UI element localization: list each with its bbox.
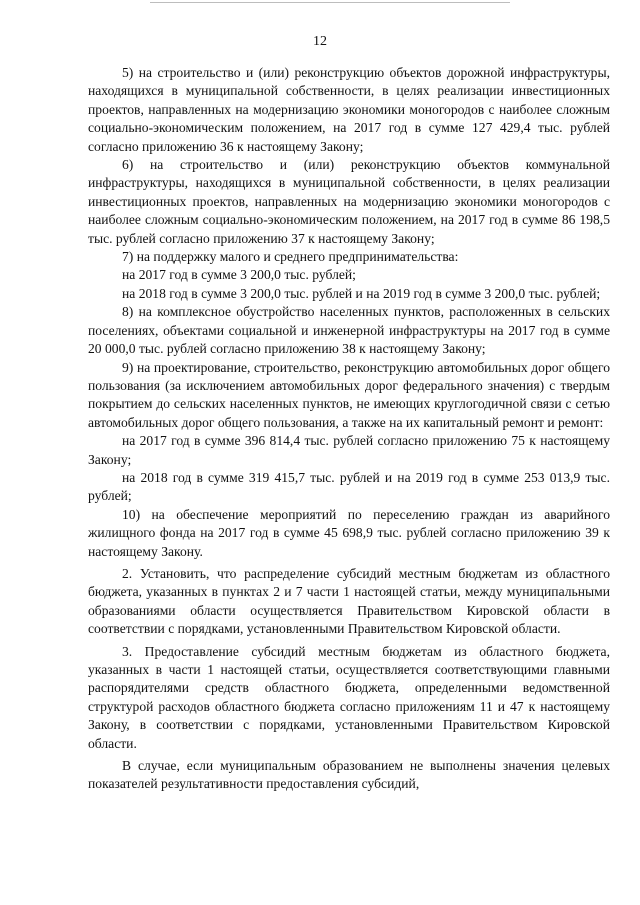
document-body [88, 64, 610, 794]
paragraph-item-9-year-2017: на 2017 год в сумме 396 814,4 тыс. рублей согласно приложению 75 к настоящему Закону; [88, 433, 610, 467]
page-number: 12 [313, 34, 327, 49]
paragraph-item-7: 7) на поддержку малого и среднего предпринимательства: [122, 249, 459, 265]
paragraph-part-3-continued: В случае, если муниципальным образованием не выполнены значения целевых показателей результативности предоставления субсидий, [88, 758, 610, 792]
paragraph-item-7-year-2017: на 2017 год в сумме 3 200,0 тыс. рублей; [122, 267, 356, 283]
paragraph-item-9-years-2018-2019: на 2018 год в сумме 319 415,7 тыс. рублей и на 2019 год в сумме 253 013,9 тыс. рублей; [88, 469, 610, 504]
paragraph-item-5: 5) на строительство и (или) реконструкцию объектов дорожной инфраструктуры, находящихся в муниципальной собственности, в целях реализации инвестиционных проектов, направленных на модернизацию экономики моногородов с наиболее сложным социально-экономическим положением, на 2017 год в сумме 127 429,4 тыс. рублей согласно приложению 36 к настоящему Закону; [88, 65, 610, 154]
top-rule [150, 2, 510, 3]
paragraph-item-7-years-2018-2019: на 2018 год в сумме 3 200,0 тыс. рублей и на 2019 год в сумме 3 200,0 тыс. рублей; [122, 285, 601, 301]
paragraph-item-10: 10) на обеспечение мероприятий по переселению граждан из аварийного жилищного фонда на 2017 год в сумме 45 698,9 тыс. рублей согласно приложению 39 к настоящему Закону. [88, 506, 610, 559]
paragraph-part-3: 3. Предоставление субсидий местным бюджетам из областного бюджета, указанных в части 1 настоящей статьи, осуществляется соответствующими главными распорядителями средств областного бюджета, определенными ведомственной структурой расходов областного бюджета согласно приложениям 11 и 47 к настоящему Закону, в соответствии с порядками, установленными Правительством Кировской области. [88, 643, 610, 751]
paragraph-part-2: 2. Установить, что распределение субсидий местным бюджетам из областного бюджета, указанных в пунктах 2 и 7 части 1 настоящей статьи, между муниципальными образованиями области осуществляется Правительством Кировской области в соответствии с порядками, установленными Правительством Кировской области. [88, 565, 610, 637]
paragraph-item-6: 6) на строительство и (или) реконструкцию объектов коммунальной инфраструктуры, находящихся в муниципальной собственности, в целях реализации инвестиционных проектов, направленных на модернизацию экономики моногородов с наиболее сложным социально-экономическим положением, на 2017 год в сумме 86 198,5 тыс. рублей согласно приложению 37 к настоящему Закону; [88, 157, 610, 246]
paragraph-item-8: 8) на комплексное обустройство населенных пунктов, расположенных в сельских поселениях, объектами социальной и инженерной инфраструктуры на 2017 год в сумме 20 000,0 тыс. рублей согласно приложению 38 к настоящему Закону; [88, 304, 610, 357]
paragraph-item-9: 9) на проектирование, строительство, реконструкцию автомобильных дорог общего пользования (за исключением автомобильных дорог федерального значения) с твердым покрытием до сельских населенных пунктов, не имеющих круглогодичной связи с сетью автомобильных дорог общего пользования, а также на их капитальный ремонт и ремонт: [88, 359, 610, 430]
